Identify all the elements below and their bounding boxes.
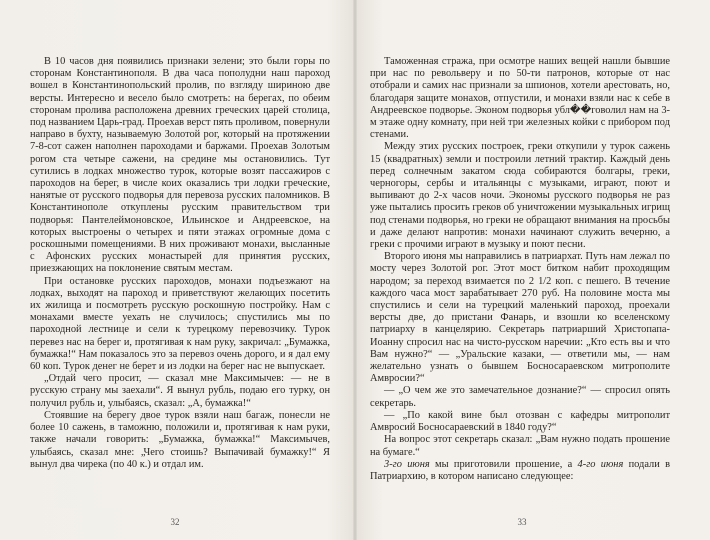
right-paragraph-1: Таможенная стража, при осмотре наших вещей нашли бывшие при нас по револьверу и по 50-ти патронов, которые от нас отобрали и самих нас признали за шпионов, хотели арестовать, но, благодаря защите монахов, отпустили, и монахи взяли нас к себе в Андреевское подворье. Эконом подворья убл��говолил нам на 3-м этаже одну комнату, при ней три железных койки с прибором под стенами. bbox=[370, 56, 670, 141]
date-june-4: 4-го июня bbox=[577, 458, 624, 470]
right-paragraph-7-mid: мы приготовили прошение, а bbox=[429, 458, 578, 470]
right-paragraph-6: На вопрос этот секретарь сказал: „Вам нужно подать прошение на бумаге.“ bbox=[370, 434, 670, 458]
left-paragraph-1: В 10 часов дня появились признаки зелени; это были горы по сторонам Константинополя. В два часа пополудни наш пароход вошел в Константинопольский пролив, по взгляду шириною две версты. Интересно и весело было смотреть: на берегах, по обеим сторонам пролива расположена древних греческих царей столица, под названием Царь-град. Проехав верст пять проливом, повернули направо в бухту, называемую Золотой рог, который на протяжении 7-8-сот сажен наполнен пароходами и баржами. Проехав Золотым рогом ста четыре сажени, на средине мы остановились. Тут сутились в лодках множество турок, которые возят пассажиров с пароходов на берег, в числе коих оказались три лодки греческие, нанятые от русского подворья для перевоза русских паломников. В Константинополе откуплены русским правительством три подворья: Пантелеймоновское, Ильинское и Андреевское, на которых выстроены о четырех и пяти этажах огромные дома с роскошными помещениями. В них проживают монахи, высланные с Афонских русских монастырей для принятия русских, приезжающих на поклонение святым местам. bbox=[30, 56, 330, 275]
left-paragraph-4: Стоявшие на берегу двое турок взяли наш багаж, понесли не более 10 сажень, в таможню, положили и, протягивая к нам руки, также начали говорить: „Бумажка, бумажка!“ Максимычев, улыбаясь, сказал мне: „Чего стоишь? Выпачивай бумажку!“ Я вынул два чирека (по 40 к.) и отдал им. bbox=[30, 409, 330, 470]
right-paragraph-2: Между этих русских построек, греки откупили у турок сажень 15 (квадратных) земли и построили летний трактир. Каждый день перед солнечным закатом сюда собираются болгары, греки, черногоры, сербы и итальянцы с музыками, играют, поют и выпивают до 2-х часов ночи. Экономы русского подворья не раз уже пытались просить греков об уничтожении музыкальных игрищ под стенами подворья, но греки не обращают внимания на просьбы и даже делают напротив: монахи начинают служить вечерню, а греки с прочими играют в музыку и поют песни. bbox=[370, 141, 670, 251]
left-paragraph-3: „Отдай чего просит, — сказал мне Максимычев: — не в русскую страну мы заехали“. Я вынул рубль, подаю его турку, он получил рубль и, улыбаясь, сказал: „А, бумажка!“ bbox=[30, 373, 330, 409]
right-paragraph-5: — „По какой вине был отозван с кафедры митрополит Амвросий Босносараевский в 1840 году?“ bbox=[370, 409, 670, 434]
right-paragraph-4: — „О чем же это замечательное дознание?“ — спросил опять секретарь. bbox=[370, 385, 670, 409]
right-page-number: 33 bbox=[517, 517, 527, 527]
date-june-3: 3-го июня bbox=[384, 458, 430, 470]
book-gutter bbox=[353, 0, 357, 540]
left-page bbox=[30, 56, 330, 471]
right-page bbox=[370, 56, 670, 483]
left-page-number: 32 bbox=[170, 517, 180, 527]
right-paragraph-7 bbox=[370, 459, 670, 483]
right-paragraph-3: Второго июня мы направились в патриархат. Путь нам лежал по мосту через Золотой рог. Этот мост битком набит проходящим народом; за переход взимается по 2 1/2 коп. с пешего. В течение каждого часа мост зарабатывает 270 руб. На половине моста мы спустились и сели на турецкий маленький пароход, проехали версты две, до пристани Фанарь, и взошли ко вселенскому патриарху в канцелярию. Секретарь патриарший Христопапа-Иоанну спросил нас на чисто-русском наречии: „Кто есть вы и что Вам нужно?“ — „Уральские казаки, — ответили мы, — нам желательно узнать о бывшем Босносараевском митрополите Амвросии?“ bbox=[370, 251, 670, 385]
right-paragraph-7-end: подали в Патриархию, в котором написано следующее: bbox=[370, 458, 671, 482]
left-paragraph-2: При остановке русских пароходов, монахи подъезжают на лодках, выходят на пароход и приветствуют желающих посетить их жилища и посмотреть русскую роскошную постройку. Нам с монахами вместе уехать не случилось; спустились мы по пароходной лестнице и сели к турецкому перевозчику. Турок перевез нас на берег и, протягивая к нам руку, закричал: „Бумажка, бумажка!“ Нам показалось это за перевоз очень дорого, и я дал ему 60 коп. Турок денег не берет и из лодки на берег нас не выпускает. bbox=[30, 275, 330, 373]
